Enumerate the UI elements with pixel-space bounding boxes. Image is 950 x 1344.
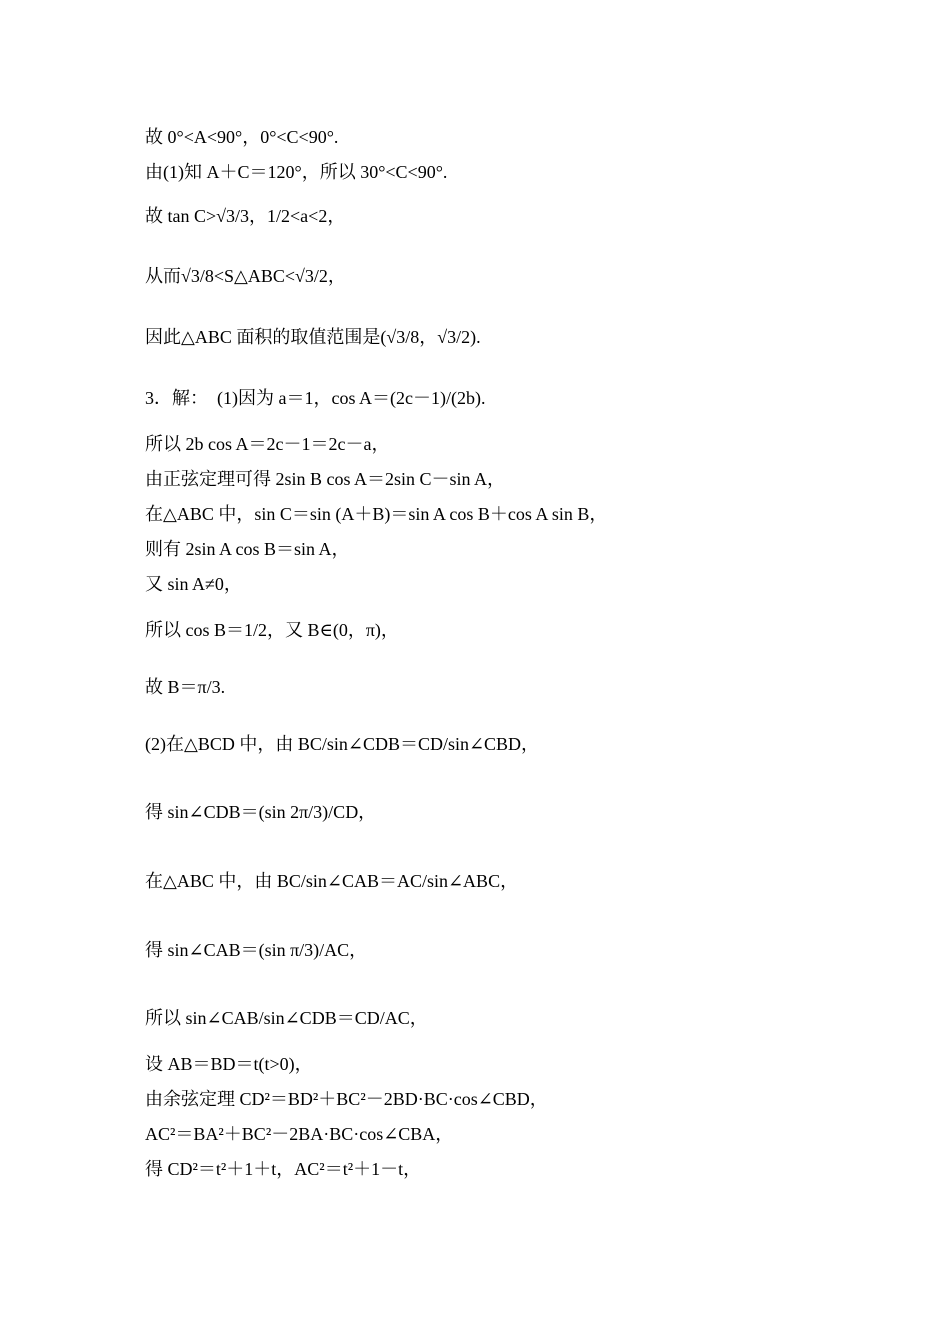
line-13: 故 B＝π/3. — [145, 677, 226, 697]
line-7: 所以 2b cos A＝2c－1＝2c－a， — [145, 434, 390, 454]
line-20: 由余弦定理 CD²＝BD²＋BC²－2BD·BC·cos∠CBD， — [145, 1089, 548, 1109]
line-8: 由正弦定理可得 2sin B cos A＝2sin C－sin A， — [145, 469, 506, 489]
line-2: 由(1)知 A＋C＝120°，所以 30°<C<90°. — [145, 162, 448, 182]
line-6: 3．解： (1)因为 a＝1，cos A＝(2c－1)/(2b). — [145, 388, 486, 408]
line-18: 所以 sin∠CAB/sin∠CDB＝CD/AC， — [145, 1008, 428, 1028]
line-9: 在△ABC 中，sin C＝sin (A＋B)＝sin A cos B＋cos A sin B， — [145, 504, 608, 524]
line-10: 则有 2sin A cos B＝sin A， — [145, 539, 350, 559]
line-22: 得 CD²＝t²＋1＋t，AC²＝t²＋1－t， — [145, 1159, 422, 1179]
line-3: 故 tan C>√3/3，1/2<a<2， — [145, 206, 346, 226]
line-1: 故 0°<A<90°，0°<C<90°. — [145, 127, 339, 147]
line-19: 设 AB＝BD＝t(t>0)， — [145, 1054, 313, 1074]
line-5: 因此△ABC 面积的取值范围是(√3/8，√3/2). — [145, 327, 481, 347]
line-11: 又 sin A≠0， — [145, 574, 242, 594]
line-21: AC²＝BA²＋BC²－2BA·BC·cos∠CBA， — [145, 1124, 454, 1144]
line-17: 得 sin∠CAB＝(sin π/3)/AC， — [145, 940, 368, 960]
line-12: 所以 cos B＝1/2，又 B∈(0，π)， — [145, 620, 399, 640]
line-4: 从而√3/8<S△ABC<√3/2， — [145, 266, 346, 286]
line-14: (2)在△BCD 中，由 BC/sin∠CDB＝CD/sin∠CBD， — [145, 734, 540, 754]
line-16: 在△ABC 中，由 BC/sin∠CAB＝AC/sin∠ABC， — [145, 871, 519, 891]
line-15: 得 sin∠CDB＝(sin 2π/3)/CD， — [145, 802, 377, 822]
